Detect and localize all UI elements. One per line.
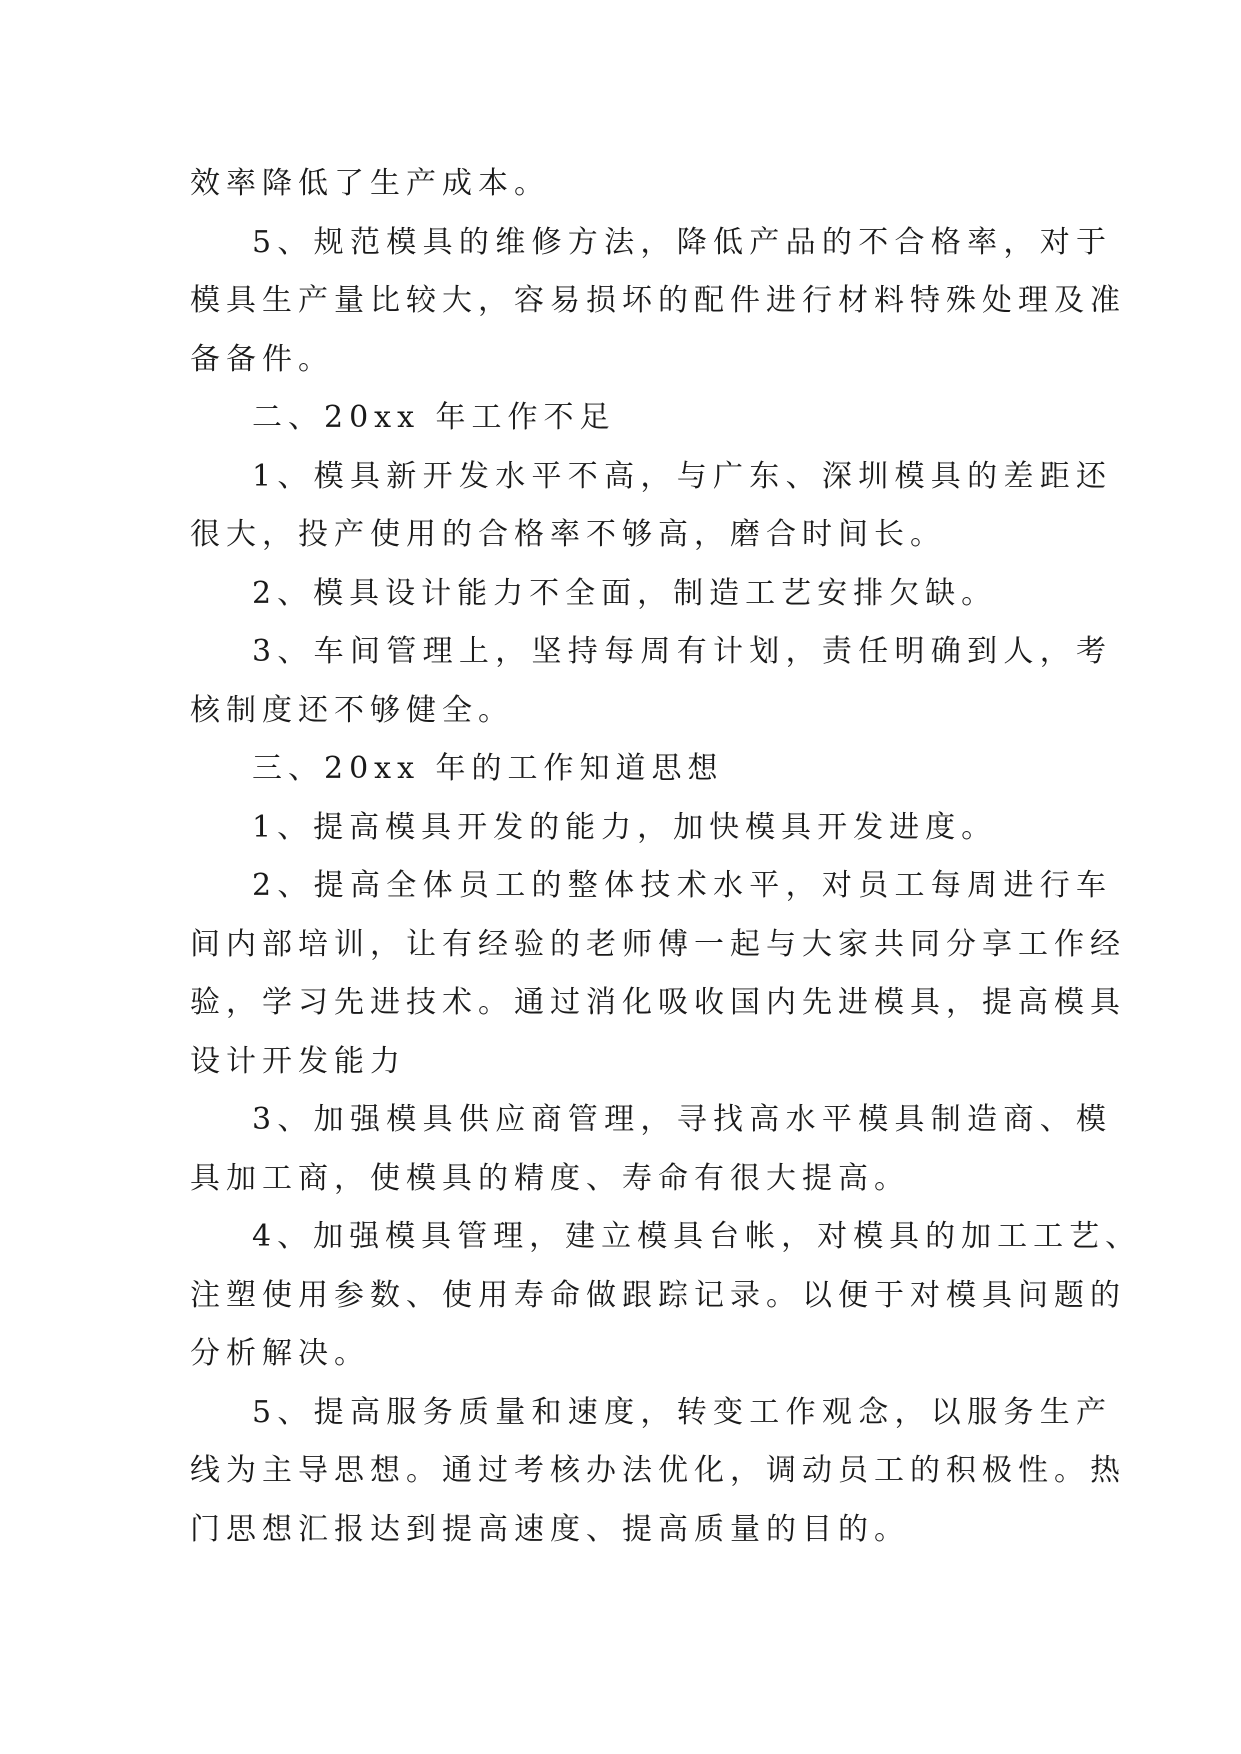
text-line: 注塑使用参数、使用寿命做跟踪记录。以便于对模具问题的 bbox=[190, 1277, 1126, 1313]
text-line: 3、加强模具供应商管理，寻找高水平模具制造商、模 bbox=[252, 1102, 1112, 1137]
text-line: 3、车间管理上，坚持每周有计划，责任明确到人，考 bbox=[252, 634, 1112, 669]
text-line: 2、模具设计能力不全面，制造工艺安排欠缺。 bbox=[252, 575, 998, 611]
text-line: 1、模具新开发水平不高，与广东、深圳模具的差距还 bbox=[252, 458, 1112, 494]
text-line: 效率降低了生产成本。 bbox=[190, 166, 550, 201]
text-line: 5、规范模具的维修方法，降低产品的不合格率，对于 bbox=[252, 224, 1112, 260]
text-line: 验，学习先进技术。通过消化吸收国内先进模具，提高模具 bbox=[190, 985, 1126, 1020]
text-line: 5、提高服务质量和速度，转变工作观念，以服务生产 bbox=[252, 1394, 1112, 1430]
text-line: 线为主导思想。通过考核办法优化，调动员工的积极性。热 bbox=[190, 1453, 1126, 1488]
text-line: 具加工商，使模具的精度、寿命有很大提高。 bbox=[190, 1160, 910, 1196]
text-line: 2、提高全体员工的整体技术水平，对员工每周进行车 bbox=[252, 868, 1112, 903]
section-heading: 二、20xx 年工作不足 bbox=[252, 400, 616, 435]
text-line: 模具生产量比较大，容易损坏的配件进行材料特殊处理及准 bbox=[190, 283, 1126, 318]
text-line: 门思想汇报达到提高速度、提高质量的目的。 bbox=[190, 1511, 910, 1547]
text-line: 很大，投产使用的合格率不够高，磨合时间长。 bbox=[190, 517, 946, 552]
text-line: 设计开发能力 bbox=[190, 1043, 406, 1079]
text-line: 间内部培训，让有经验的老师傅一起与大家共同分享工作经 bbox=[190, 926, 1126, 962]
text-line: 分析解决。 bbox=[190, 1336, 370, 1371]
text-line: 4、加强模具管理，建立模具台帐，对模具的加工工艺、 bbox=[252, 1219, 1142, 1254]
section-heading: 三、20xx 年的工作知道思想 bbox=[252, 751, 724, 786]
document-page bbox=[190, 155, 1142, 1559]
text-line: 核制度还不够健全。 bbox=[190, 692, 514, 728]
text-line: 1、提高模具开发的能力，加快模具开发进度。 bbox=[252, 809, 998, 845]
text-line: 备备件。 bbox=[190, 341, 334, 377]
